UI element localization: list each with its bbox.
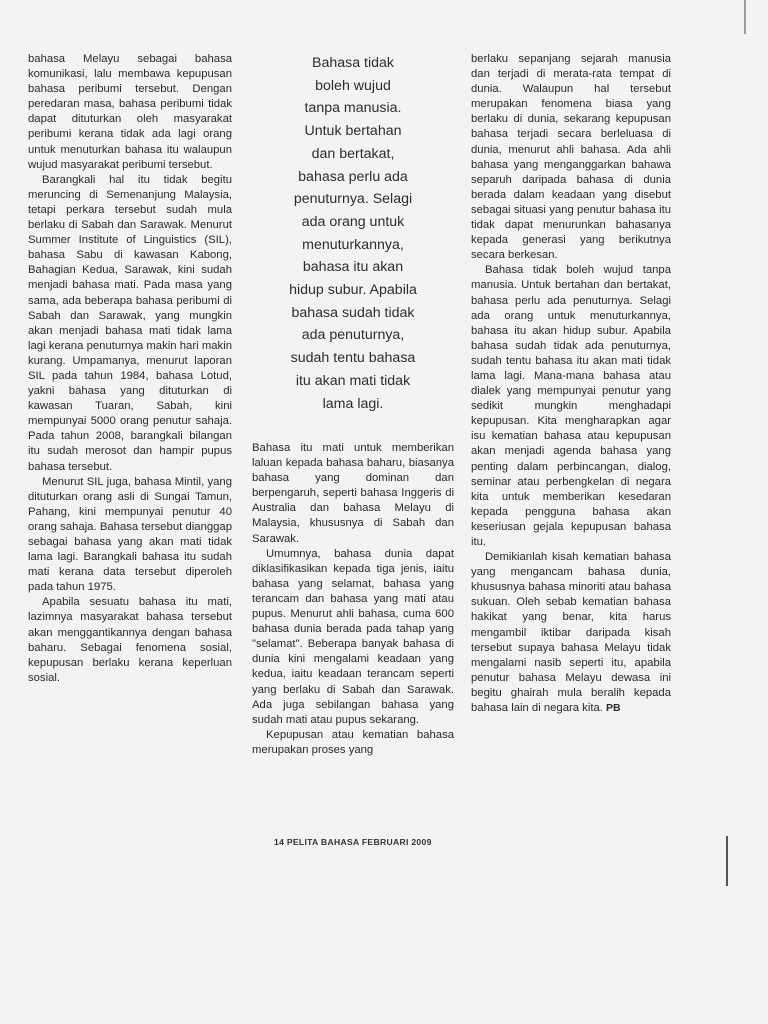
pull-quote-line: hidup subur. Apabila (289, 282, 417, 299)
scan-edge-mark (726, 836, 728, 886)
pull-quote-line: menuturkannya, (302, 236, 404, 253)
left-column (28, 52, 232, 686)
paragraph: Bahasa tidak boleh wujud tanpa manusia. Untuk bertahan dan bertakat, bahasa perlu ada penuturnya. Selagi ada orang untuk menuturkannya, bahasa itu akan hidup subur. Apabila bahasa sudah tidak ada penuturnya, sudah tentu bahasa itu akan mati tidak lama lagi. Mana-mana bahasa atau dialek yang mempunyai penutur yang sedikit mungkin menghadapi kepupusan. Kita mengharapkan agar isu kematian bahasa atau kepupusan akan menjadi agenda bahasa yang penting dalam perbincangan, dialog, seminar atau perbengkelan di negara kita untuk memberikan kesedaran kepada pengguna bahasa akan keseriusan gejala kepupusan bahasa itu. (471, 264, 671, 548)
pull-quote-line: sudah tentu bahasa (290, 350, 416, 367)
paragraph-text: Demikianlah kisah kematian bahasa yang mengancam bahasa dunia, khususnya bahasa minoriti atau bahasa sukuan. Oleh sebab kematian bahasa hakikat yang benar, kita harus mengambil iktibar daripada kisah tersebut supaya bahasa Melayu tidak mengalami nasib seperti itu, apabila penutur bahasa Melayu dewasa ini begitu ghairah mula beralih kepada bahasa lain di negara kita. (471, 551, 671, 715)
paragraph: berlaku sepanjang sejarah manusia dan terjadi di merata-rata tempat di dunia. Walaupun hal tersebut merupakan fenomena biasa yang berlaku di dunia, sekarang kepupusan bahasa terjadi secara berleluasa di dunia, menurut ahli bahasa. Ada ahli bahasa yang menganggarkan bahawa separuh daripada bahasa di dunia berada dalam keadaan yang disebut sebagai situasi yang penutur bahasa itu tidak dapat menurunkan bahasanya kepada generasi yang berikutnya secara berkesan. (471, 53, 671, 262)
pull-quote-line: boleh wujud (315, 77, 391, 94)
middle-column (252, 441, 454, 758)
paragraph: Barangkali hal itu tidak begitu meruncing di Semenanjung Malaysia, tetapi perkara tersebut sudah mula berlaku di Sabah dan Sarawak. Menurut Summer Institute of Linguistics (SIL), bahasa Sabu di kawasan Kabong, Bahagian Kedua, Sarawak, kini sudah menjadi bahasa mati. Pada masa yang sama, ada beberapa bahasa peribumi di Sabah dan Sarawak, yang mungkin akan menjadi bahasa mati tidak lama lagi kerana penuturnya makin hari makin kurang. Umpamanya, menurut laporan SIL pada tahun 1984, bahasa Lotud, yakni bahasa yang dituturkan di kawasan Tuaran, Sabah, kini mempunyai 5000 orang penutur sahaja. Pada tahun 2008, barangkali bilangan itu sudah merosot dan hampir pupus bahasa tersebut. (28, 173, 232, 473)
pull-quote-line: Untuk bertahan (304, 123, 402, 140)
pull-quote-line: tanpa manusia. (304, 100, 402, 117)
page-footer: 14 PELITA BAHASA FEBRUARI 2009 (274, 837, 432, 847)
pull-quote-line: itu akan mati tidak (295, 372, 411, 389)
pull-quote-line: ada orang untuk (301, 213, 405, 230)
pull-quote-line: bahasa itu akan (302, 259, 404, 276)
pull-quote (262, 52, 444, 415)
pull-quote-line: Bahasa tidak (311, 55, 395, 71)
pull-quote-line: dan bertakat, (311, 145, 395, 162)
signoff-mark: PB (606, 702, 621, 715)
paragraph (471, 550, 671, 716)
paragraph: Bahasa itu mati untuk memberikan laluan kepada bahasa baharu, biasanya bahasa yang dominan dan berpengaruh, seperti bahasa Inggeris di Australia dan bahasa Melayu di Malaysia, khususnya di Sabah dan Sarawak. (252, 442, 454, 545)
scan-edge-mark (744, 0, 746, 34)
pull-quote-line: ada penuturnya, (301, 327, 405, 344)
paragraph: Umumnya, bahasa dunia dapat diklasifikasikan kepada tiga jenis, iaitu bahasa yang selamat, bahasa yang terancam dan bahasa yang mati atau pupus. Menurut ahli bahasa, cuma 600 bahasa dunia berada pada tahap yang "selamat". Beberapa banyak bahasa di dunia kini mengalami keadaan yang kedua, iaitu keadaan terancam seperti yang berlaku di Sabah dan Sarawak. Ada juga sebilangan bahasa yang sudah mati atau pupus sekarang. (252, 547, 454, 726)
paragraph: Kepupusan atau kematian bahasa merupakan proses yang (252, 728, 454, 756)
paragraph: Apabila sesuatu bahasa itu mati, lazimnya masyarakat bahasa tersebut akan menggantikannya dengan bahasa baharu. Sebagai fenomena sosial, kepupusan berlaku kerana keperluan sosial. (28, 596, 232, 684)
right-column (471, 52, 671, 716)
pull-quote-line: bahasa perlu ada (298, 168, 408, 185)
pull-quote-line: penuturnya. Selagi (293, 191, 413, 208)
pull-quote-line: lama lagi. (322, 395, 384, 412)
paragraph: bahasa Melayu sebagai bahasa komunikasi, lalu membawa kepupusan bahasa peribumi tersebut. Dengan peredaran masa, bahasa peribumi tidak dapat dituturkan oleh masyarakat peribumi kerana tidak ada lagi orang untuk menuturkan bahasa itu walaupun wujud masyarakat peribumi tersebut. (28, 53, 232, 171)
pull-quote-line: bahasa sudah tidak (291, 304, 415, 321)
paragraph: Menurut SIL juga, bahasa Mintil, yang dituturkan orang asli di Sungai Tamun, Pahang, kini mempunyai penutur 40 orang sahaja. Bahasa tersebut dianggap sebagai bahasa yang akan mati tidak lama lagi. Barangkali bahasa itu sudah mati kerana data tersebut diperoleh pada tahun 1975. (28, 475, 232, 594)
